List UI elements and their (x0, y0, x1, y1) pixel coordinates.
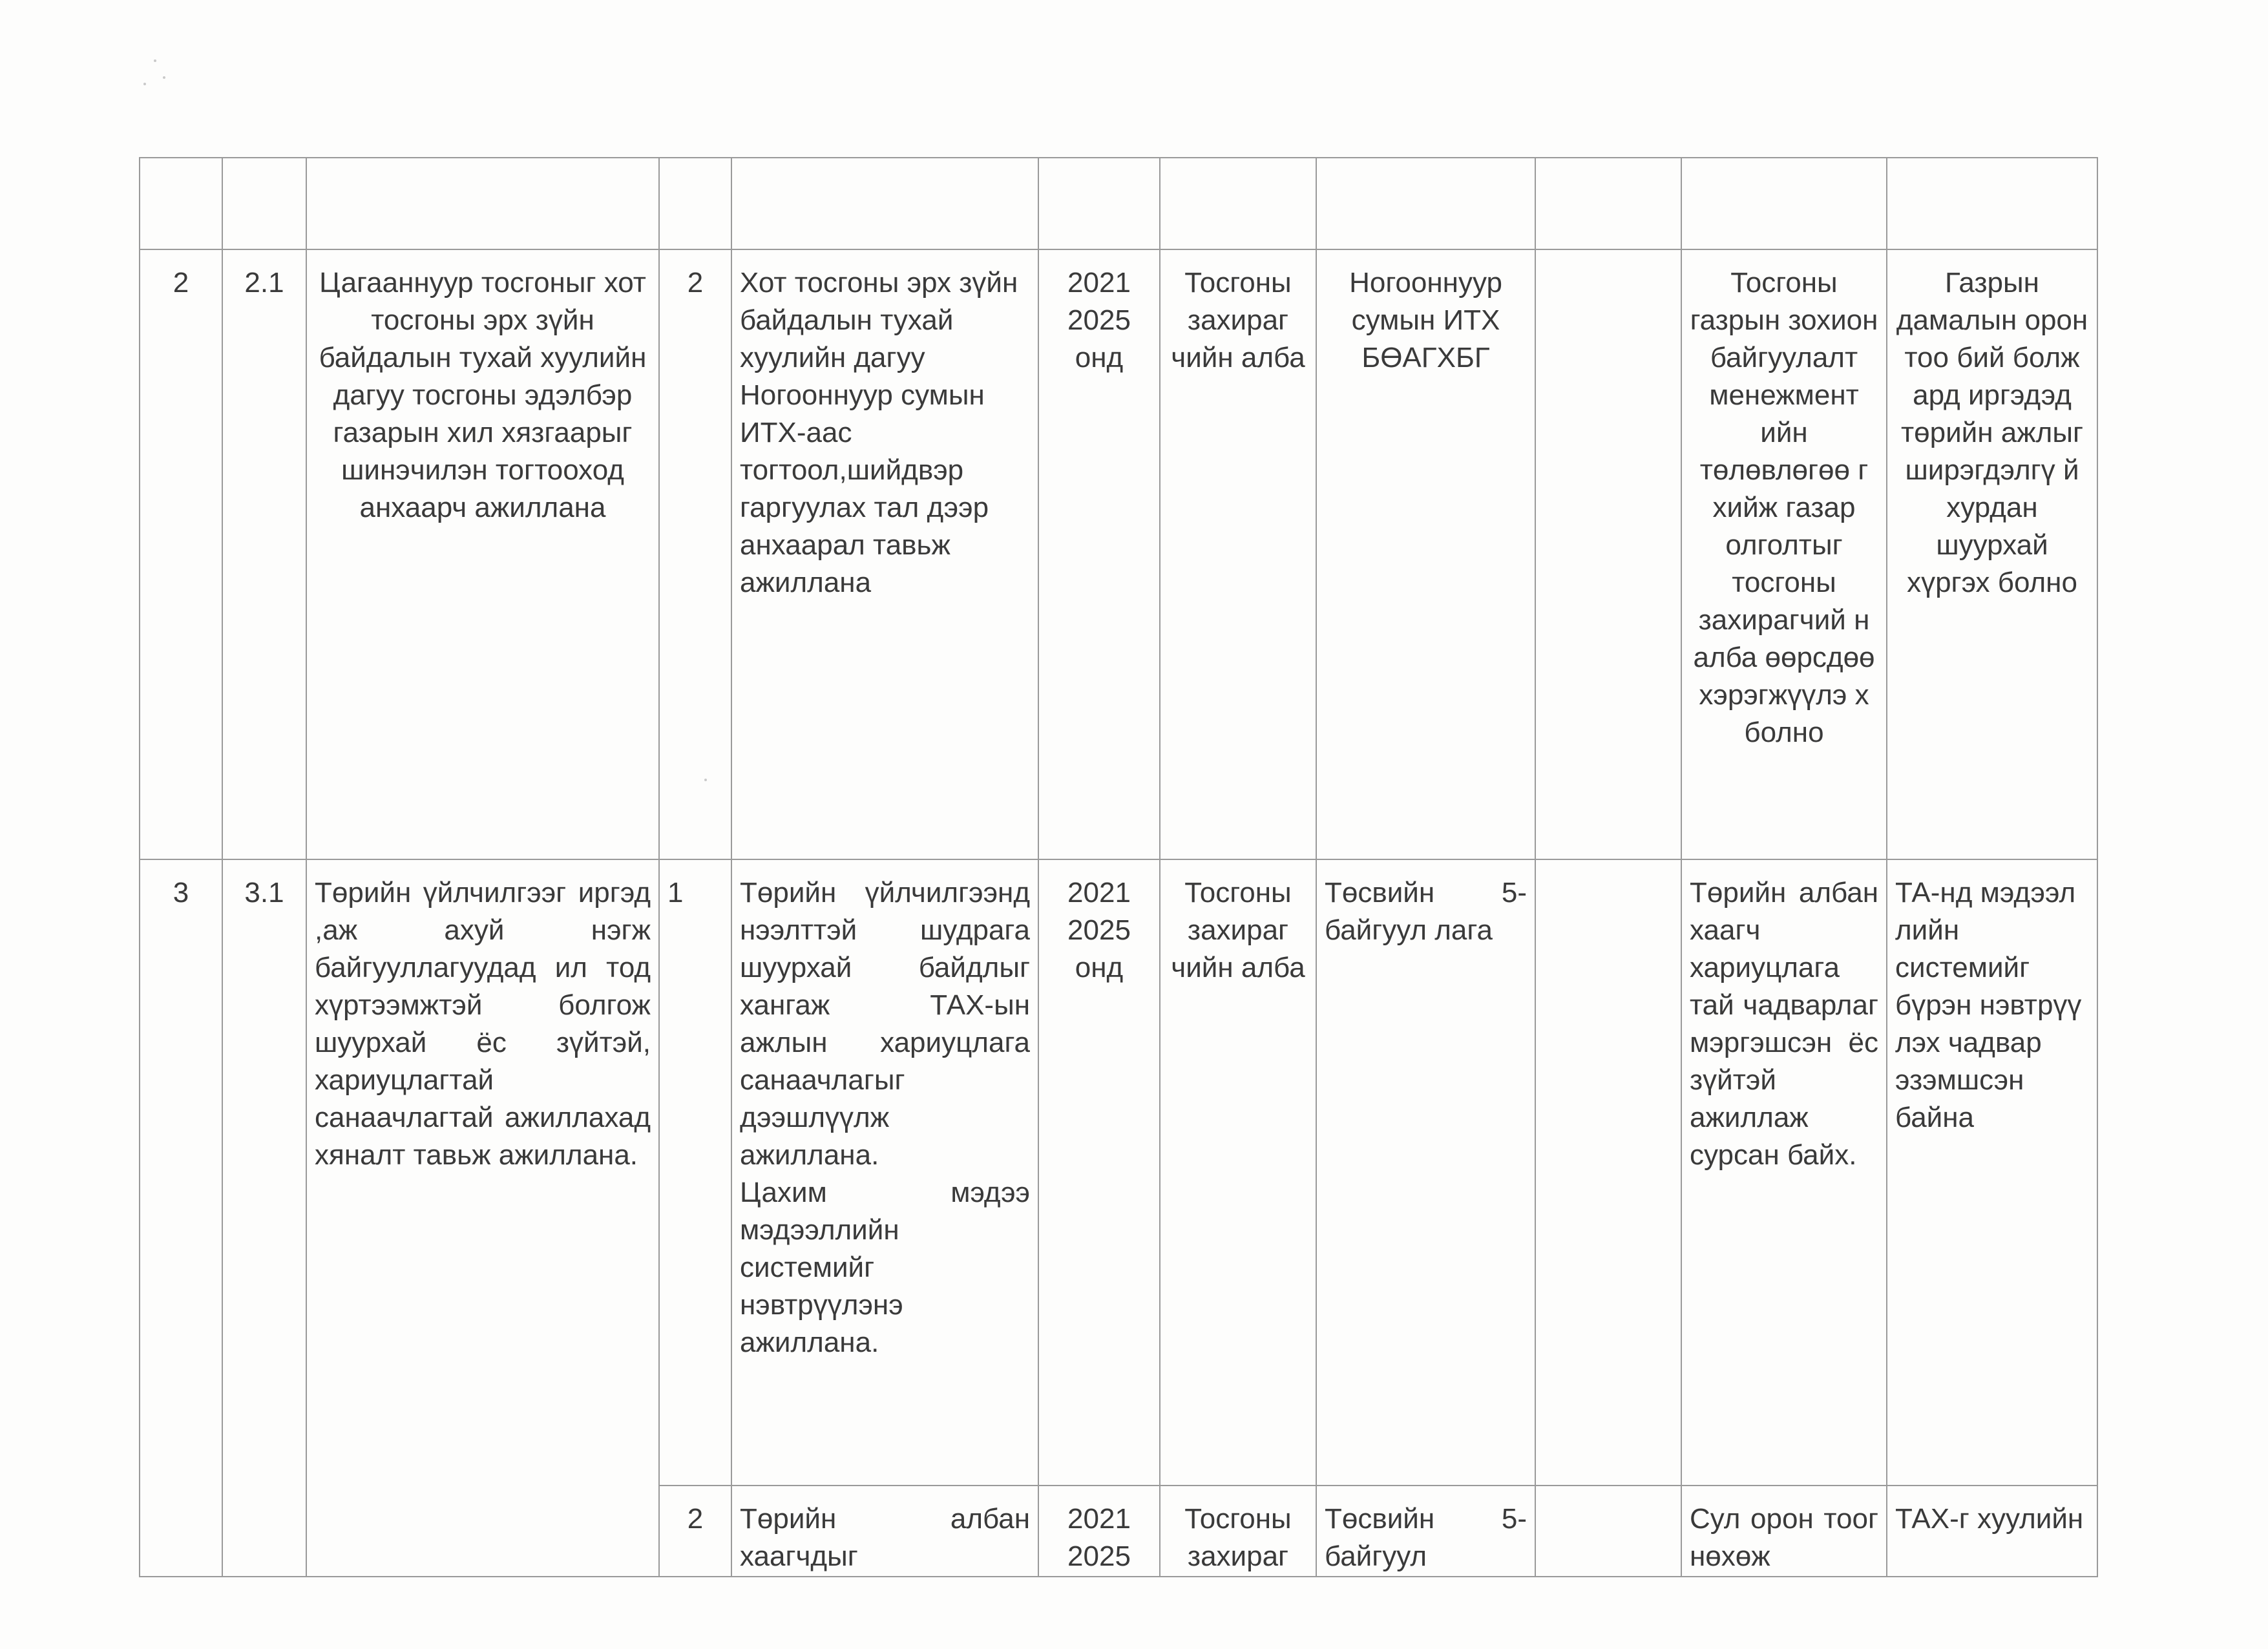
scan-speck (154, 59, 156, 62)
header-cell (1535, 158, 1681, 249)
period-end: 2025 (1067, 914, 1131, 946)
header-row-blank (140, 158, 2097, 249)
period-suffix: онд (1075, 342, 1124, 373)
table-row (140, 859, 2097, 1486)
task-number: 2 (659, 249, 731, 859)
budget-cell (1535, 859, 1681, 1486)
responsible-unit: Тосгоны захираг (1160, 1486, 1316, 1577)
outcome-text: Газрын дамалын орон тоо бий болж ард иргэдэд төрийн ажлыг ширэгдэлгү й хурдан шуурхай хүргэх болно (1887, 249, 2097, 859)
task-text (731, 859, 1038, 1486)
outcome-text: ТА-нд мэдээл лийн системийг бүрэн нэвтрүү лэх чадвар эзэмшсэн байна (1887, 859, 2097, 1486)
header-cell (1038, 158, 1160, 249)
header-cell (140, 158, 222, 249)
partner-org: Төсвийн 5-байгуул (1316, 1486, 1535, 1577)
goal-text: Төрийн үйлчилгээг иргэд ,аж ахуй нэгж байгууллагуудад ил тод хүртээмжтэй болгож шуурхай ёс зүйтэй, хариуцлагтай санаачлагтай ажиллахад хяналт тавьж ажиллана. (306, 859, 659, 1577)
period-cell (1038, 249, 1160, 859)
header-cell (1160, 158, 1316, 249)
partner-org: Ногооннуур сумын ИТХ БӨАГХБГ (1316, 249, 1535, 859)
table-row (140, 249, 2097, 859)
responsible-unit: Тосгоны захираг чийн алба (1160, 859, 1316, 1486)
sub-number: 2.1 (222, 249, 306, 859)
row-number: 3 (140, 859, 222, 1577)
header-cell (306, 158, 659, 249)
period-start: 2021 (1067, 1503, 1131, 1535)
period-suffix: онд (1075, 952, 1124, 983)
period-start: 2021 (1067, 267, 1131, 299)
responsible-unit: Тосгоны захираг чийн алба (1160, 249, 1316, 859)
task-line: Цахим мэдээ мэдээллийн системийг нэвтрүүлэнэ ажиллана. (740, 1177, 1030, 1358)
header-cell (1316, 158, 1535, 249)
period-cell (1038, 1486, 1160, 1577)
plan-table (139, 157, 2098, 1577)
scan-speck (143, 83, 146, 85)
sub-number: 3.1 (222, 859, 306, 1577)
period-end: 2025 (1067, 304, 1131, 336)
header-cell (1887, 158, 2097, 249)
period-cell (1038, 859, 1160, 1486)
outcome-text: ТАХ-г хуулийн (1887, 1486, 2097, 1577)
expected-result: Тосгоны газрын зохион байгуулалт менежмент ийн төлөвлөгөө г хийж газар олголтыг тосгоны захирагчий н алба өөрсдөө хэрэгжүүлэ х болно (1681, 249, 1887, 859)
task-line: Төрийн үйлчилгээнд нээлттэй шудрага шуурхай байдлыг хангаж ТАХ-ын ажлын хариуцлага санаачлагыг дээшлүүлж ажиллана. (740, 877, 1030, 1171)
task-text: Төрийн албан хаагчдыг (731, 1486, 1038, 1577)
header-cell (1681, 158, 1887, 249)
budget-cell (1535, 1486, 1681, 1577)
task-number: 2 (659, 1486, 731, 1577)
scan-speck (163, 76, 165, 79)
goal-text: Цагааннуур тосгоныг хот тосгоны эрх зүйн байдалын тухай хуулийн дагуу тосгоны эдэлбэр газарын хил хязгаарыг шинэчилэн тогтооход анхаарч ажиллана (306, 249, 659, 859)
header-cell (222, 158, 306, 249)
task-number: 1 (659, 859, 731, 1486)
expected-result: Сул орон тоог нөхөж (1681, 1486, 1887, 1577)
partner-org: Төсвийн 5-байгуул лага (1316, 859, 1535, 1486)
budget-cell (1535, 249, 1681, 859)
row-number: 2 (140, 249, 222, 859)
header-cell (659, 158, 731, 249)
header-cell (731, 158, 1038, 249)
period-start: 2021 (1067, 877, 1131, 909)
task-text: Хот тосгоны эрх зүйн байдалын тухай хуулийн дагуу Ногооннуур сумын ИТХ-аас тогтоол,шийдвэр гаргуулах тал дээр анхаарал тавьж ажиллана (731, 249, 1038, 859)
period-end: 2025 (1067, 1540, 1131, 1572)
expected-result: Төрийн албан хаагч хариуцлага тай чадварлаг мэргэшсэн ёс зүйтэй ажиллаж сурсан байх. (1681, 859, 1887, 1486)
